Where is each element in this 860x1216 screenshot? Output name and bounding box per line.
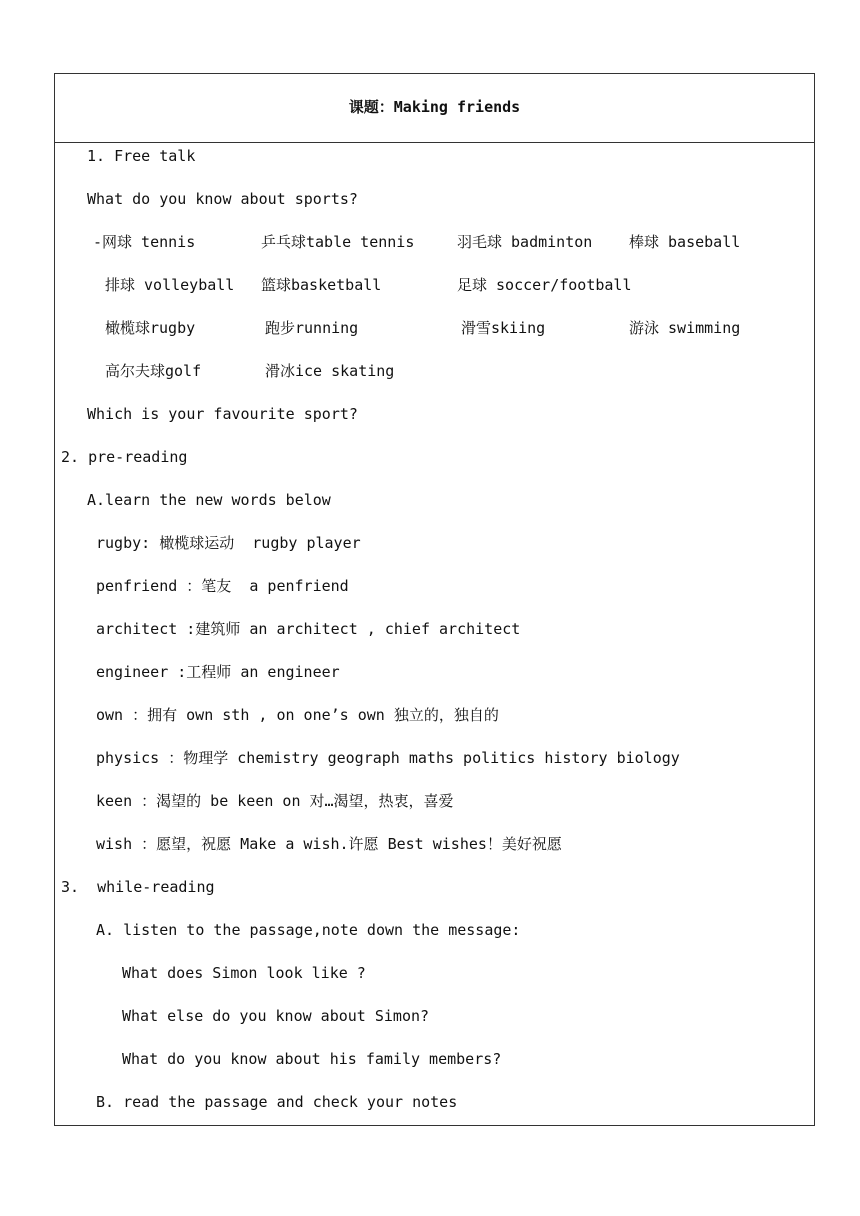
- task-learn-words: A.learn the new words below: [87, 491, 331, 509]
- vocab-table-tennis: 乒乓球table tennis: [261, 233, 415, 251]
- vocab-badminton: 羽毛球 badminton: [457, 233, 593, 251]
- question-favourite-sport: Which is your favourite sport?: [87, 405, 358, 423]
- section-free-talk: 1. Free talk: [87, 147, 196, 165]
- vocab-swimming: 游泳 swimming: [629, 319, 741, 337]
- question-simon-look: What does Simon look like ?: [122, 964, 366, 982]
- vocab-soccer: 足球 soccer/football: [457, 276, 632, 294]
- vocab-skiing: 滑雪skiing: [461, 319, 546, 337]
- word-wish: wish ：愿望，祝愿 Make a wish.许愿 Best wishes！美好祝愿: [96, 835, 562, 853]
- word-rugby: rugby: 橄榄球运动 rugby player: [96, 534, 361, 552]
- word-own: own ：拥有 own sth , on one’s own 独立的，独自的: [96, 706, 499, 724]
- lesson-plan-table: [54, 73, 815, 1126]
- table-header-cell: [55, 74, 814, 143]
- task-listen: A. listen to the passage,note down the message:: [96, 921, 521, 939]
- vocab-rugby: 橄榄球rugby: [105, 319, 196, 337]
- question-simon-else: What else do you know about Simon?: [122, 1007, 430, 1025]
- vocab-ice-skating: 滑冰ice skating: [265, 362, 395, 380]
- question-family: What do you know about his family members?: [122, 1050, 502, 1068]
- vocab-baseball: 棒球 baseball: [629, 233, 741, 251]
- section-while-reading: 3. while-reading: [61, 878, 215, 896]
- word-architect: architect :建筑师 an architect , chief architect: [96, 620, 521, 638]
- vocab-basketball: 篮球basketball: [261, 276, 382, 294]
- vocab-running: 跑步running: [265, 319, 359, 337]
- vocab-tennis: -网球 tennis: [93, 233, 196, 251]
- section-pre-reading: 2. pre-reading: [61, 448, 188, 466]
- word-physics: physics ：物理学 chemistry geograph maths politics history biology: [96, 749, 680, 767]
- word-keen: keen ：渴望的 be keen on 对…渴望，热衷，喜爱: [96, 792, 454, 810]
- question-sports: What do you know about sports?: [87, 190, 358, 208]
- word-penfriend: penfriend ：笔友 a penfriend: [96, 577, 349, 595]
- vocab-volleyball: 排球 volleyball: [105, 276, 235, 294]
- lesson-title: 课题：Making friends: [348, 98, 521, 116]
- word-engineer: engineer :工程师 an engineer: [96, 663, 340, 681]
- vocab-golf: 高尔夫球golf: [105, 362, 202, 380]
- task-read-check: B. read the passage and check your notes: [96, 1093, 458, 1111]
